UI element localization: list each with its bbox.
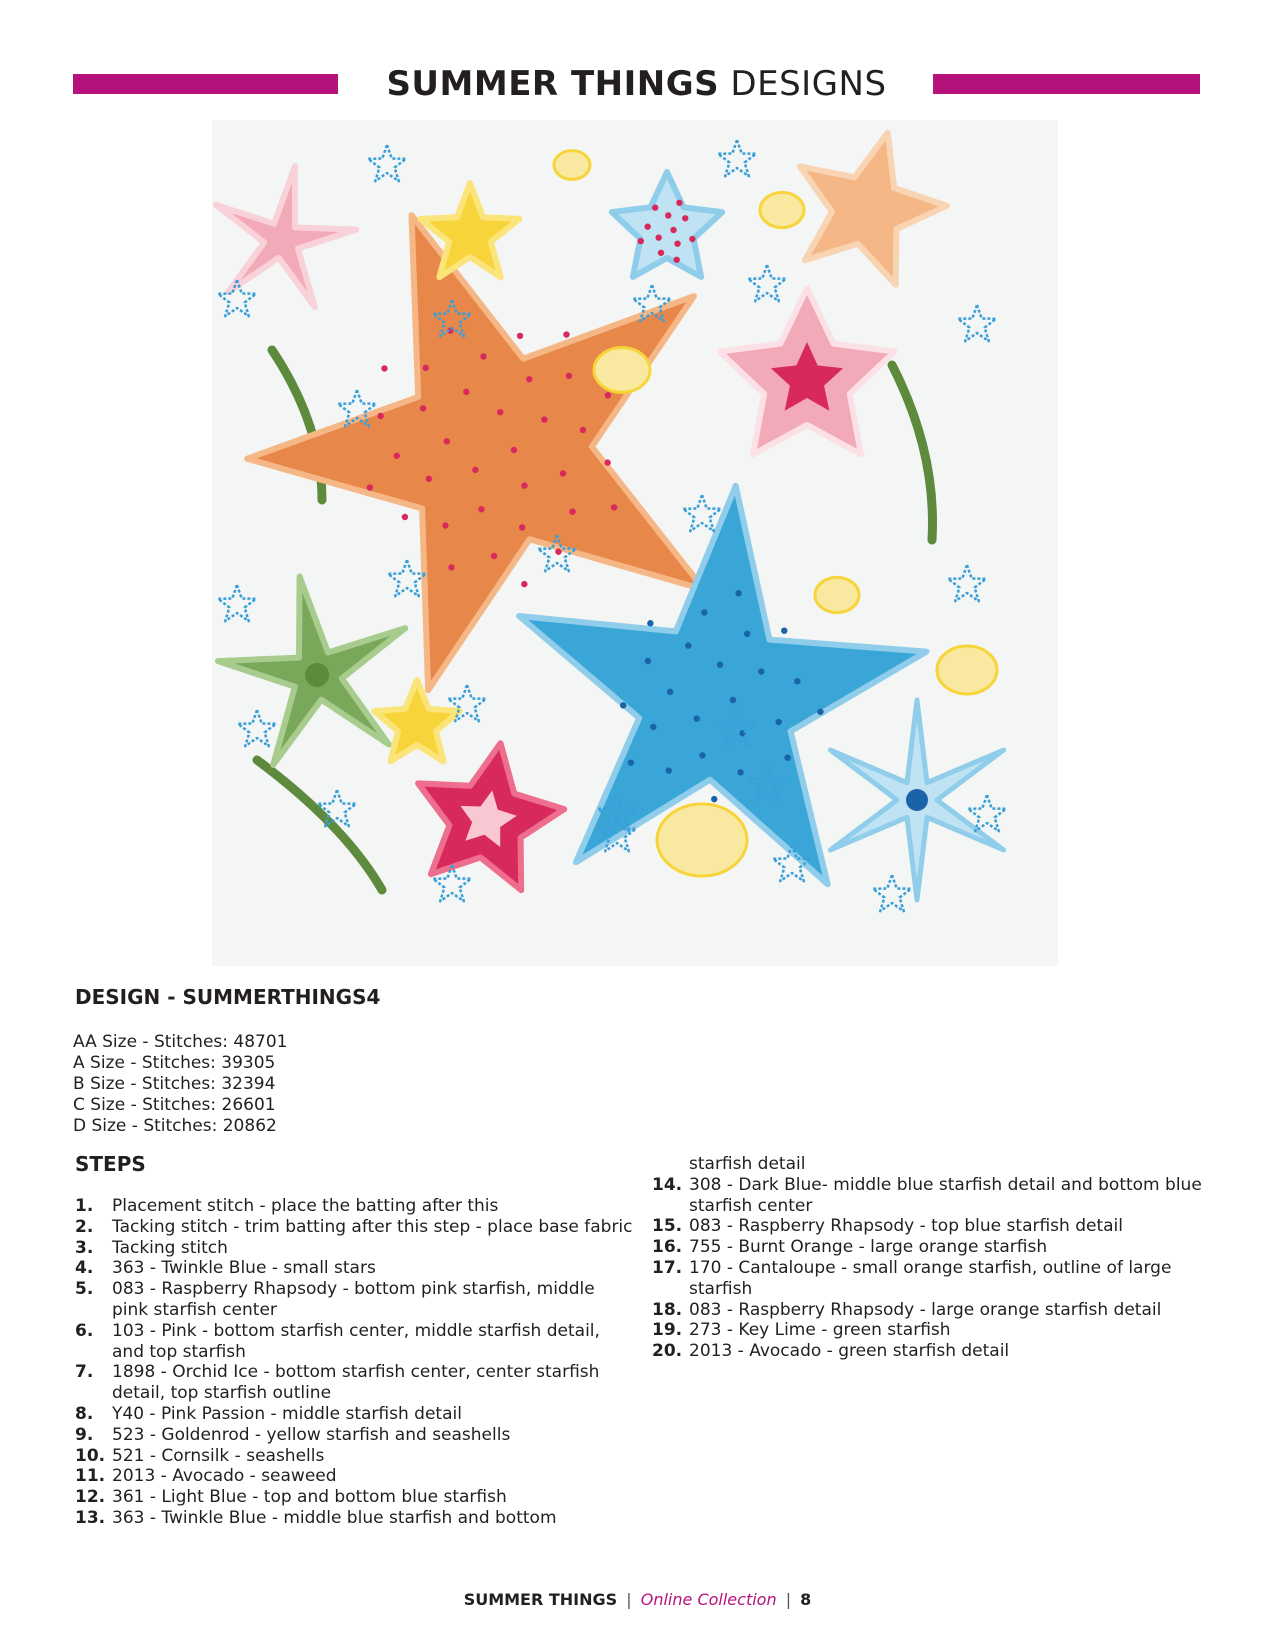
footer-separator: | bbox=[626, 1590, 632, 1609]
page-footer bbox=[0, 1590, 1275, 1609]
step-item bbox=[652, 1216, 1212, 1237]
blue-starfish-center bbox=[906, 789, 928, 811]
steps-heading: STEPS bbox=[75, 1152, 146, 1176]
size-line: B Size - Stitches: 32394 bbox=[73, 1074, 276, 1094]
seashell bbox=[657, 804, 747, 876]
step-text: 2013 - Avocado - green starfish detail bbox=[689, 1341, 1010, 1362]
step-text: 273 - Key Lime - green starfish bbox=[689, 1320, 951, 1341]
starfish-spot bbox=[781, 628, 787, 634]
seashell bbox=[815, 577, 859, 612]
step-item bbox=[652, 1320, 1212, 1341]
size-line: A Size - Stitches: 39305 bbox=[73, 1053, 276, 1073]
outline-star bbox=[238, 710, 276, 746]
starfish-spot bbox=[420, 405, 426, 411]
starfish-spot bbox=[689, 236, 695, 242]
step-number: 4. bbox=[75, 1258, 94, 1279]
step-item bbox=[75, 1279, 635, 1321]
size-line: D Size - Stitches: 20862 bbox=[73, 1116, 277, 1136]
step-text: Tacking stitch - trim batting after this step - place base fabric bbox=[112, 1216, 633, 1237]
step-text: 308 - Dark Blue- middle blue starfish detail and bottom blue starfish center bbox=[689, 1174, 1202, 1216]
step-item bbox=[75, 1362, 635, 1404]
starfish-spot bbox=[647, 620, 653, 626]
starfish-spot bbox=[448, 564, 454, 570]
starfish-spot bbox=[560, 470, 566, 476]
step-number: 15. bbox=[652, 1216, 683, 1237]
seashell bbox=[594, 348, 650, 393]
outline-star bbox=[948, 565, 986, 601]
seaweed-stem bbox=[892, 365, 933, 540]
starfish-spot bbox=[367, 484, 373, 490]
starfish-spot bbox=[394, 453, 400, 459]
step-number: 1. bbox=[75, 1196, 94, 1216]
starfish-spot bbox=[377, 413, 383, 419]
starfish-spot bbox=[817, 709, 823, 715]
step-number: 19. bbox=[652, 1320, 683, 1341]
step-item bbox=[75, 1404, 635, 1425]
starfish-spot bbox=[674, 240, 680, 246]
starfish-spot bbox=[644, 223, 650, 229]
step-item bbox=[652, 1175, 1212, 1217]
green-starfish-center bbox=[305, 663, 329, 687]
header-accent-bar-left bbox=[73, 74, 338, 94]
cantaloupe-starfish bbox=[800, 133, 947, 285]
starfish-spot bbox=[526, 376, 532, 382]
starfish-spot bbox=[563, 331, 569, 337]
starfish-spot bbox=[673, 257, 679, 263]
starfish-spot bbox=[735, 590, 741, 596]
step-item bbox=[75, 1466, 635, 1487]
starfish-spot bbox=[426, 476, 432, 482]
step-text: 1898 - Orchid Ice - bottom starfish center, center starfish detail, top starfish outline bbox=[112, 1362, 600, 1404]
step-text: 103 - Pink - bottom starfish center, middle starfish detail, and top starfish bbox=[112, 1320, 600, 1362]
step-number: 10. bbox=[75, 1445, 106, 1466]
outline-star bbox=[683, 495, 721, 531]
starfish-spot bbox=[517, 333, 523, 339]
step-number: 9. bbox=[75, 1424, 94, 1445]
starfish-spot bbox=[491, 553, 497, 559]
footer-separator: | bbox=[785, 1590, 792, 1609]
footer-brand: SUMMER THINGS bbox=[463, 1590, 618, 1609]
step-item bbox=[652, 1258, 1212, 1300]
step-item bbox=[75, 1425, 635, 1446]
starfish-spot bbox=[511, 447, 517, 453]
size-line: C Size - Stitches: 26601 bbox=[73, 1095, 276, 1115]
step-text: 363 - Twinkle Blue - middle blue starfish and bottom bbox=[112, 1507, 557, 1528]
starfish-spot bbox=[666, 767, 672, 773]
step-text: 2013 - Avocado - seaweed bbox=[112, 1466, 337, 1487]
step-number: 3. bbox=[75, 1237, 94, 1258]
step-item bbox=[75, 1258, 635, 1279]
step-number: 12. bbox=[75, 1487, 106, 1508]
starfish-spot bbox=[670, 227, 676, 233]
outline-star bbox=[718, 140, 756, 176]
step-number: 17. bbox=[652, 1257, 683, 1278]
step-text: 363 - Twinkle Blue - small stars bbox=[112, 1258, 376, 1279]
starfish-spot bbox=[784, 754, 790, 760]
starfish-spot bbox=[381, 365, 387, 371]
step-item bbox=[75, 1217, 635, 1238]
step-text: 083 - Raspberry Rhapsody - large orange starfish detail bbox=[689, 1299, 1162, 1320]
starfish-spot bbox=[699, 752, 705, 758]
steps-column-right bbox=[652, 1154, 1212, 1362]
step-number: 8. bbox=[75, 1403, 94, 1424]
step-text: 755 - Burnt Orange - large orange starfish bbox=[689, 1237, 1048, 1258]
page-number: 8 bbox=[800, 1590, 812, 1609]
step-number: 7. bbox=[75, 1362, 94, 1383]
step-continuation: starfish detail bbox=[689, 1154, 806, 1174]
seashell bbox=[937, 646, 997, 694]
starfish-spot bbox=[480, 353, 486, 359]
step-text: 083 - Raspberry Rhapsody - top blue starfish detail bbox=[689, 1216, 1123, 1237]
step-number: 18. bbox=[652, 1299, 683, 1320]
yellow-starfish bbox=[374, 680, 460, 761]
starfish-spot bbox=[402, 514, 408, 520]
starfish-spot bbox=[758, 668, 764, 674]
step-number: 2. bbox=[75, 1216, 94, 1237]
starfish-spot bbox=[521, 581, 527, 587]
outline-star bbox=[958, 305, 996, 341]
starfish-spot bbox=[605, 392, 611, 398]
starfish-spot bbox=[472, 467, 478, 473]
step-item bbox=[652, 1341, 1212, 1362]
starfish-spot bbox=[744, 631, 750, 637]
starfish-spot bbox=[423, 365, 429, 371]
starfish-spot bbox=[620, 702, 626, 708]
starfish-spot bbox=[442, 522, 448, 528]
design-heading: DESIGN - SUMMERTHINGS4 bbox=[75, 985, 381, 1009]
starfish-spot bbox=[694, 715, 700, 721]
stitch-size-list bbox=[73, 1032, 287, 1137]
starfish-spot bbox=[658, 250, 664, 256]
starfish-spot bbox=[463, 389, 469, 395]
outline-star bbox=[218, 585, 256, 621]
starfish-spot bbox=[519, 524, 525, 530]
starfish-embroidery-illustration bbox=[212, 120, 1058, 966]
starfish-spot bbox=[580, 427, 586, 433]
starfish-spot bbox=[652, 204, 658, 210]
header-accent-bar-right bbox=[933, 74, 1200, 94]
starfish-spot bbox=[478, 506, 484, 512]
starfish-spot bbox=[638, 238, 644, 244]
starfish-spot bbox=[541, 416, 547, 422]
footer-collection: Online Collection bbox=[640, 1590, 777, 1609]
page-title bbox=[340, 64, 933, 104]
step-number: 6. bbox=[75, 1320, 94, 1341]
starfish-spot bbox=[611, 504, 617, 510]
starfish-spot bbox=[775, 719, 781, 725]
step-item bbox=[75, 1238, 635, 1259]
step-text: 361 - Light Blue - top and bottom blue starfish bbox=[112, 1487, 507, 1508]
seashell bbox=[554, 151, 590, 180]
step-text: 170 - Cantaloupe - small orange starfish, outline of large starfish bbox=[689, 1257, 1172, 1299]
starfish-spot bbox=[628, 759, 634, 765]
step-text: 523 - Goldenrod - yellow starfish and seashells bbox=[112, 1424, 511, 1445]
starfish-spot bbox=[497, 409, 503, 415]
outline-star bbox=[388, 560, 426, 596]
starfish-spot bbox=[555, 549, 561, 555]
step-number: 13. bbox=[75, 1507, 106, 1528]
design-embroidery-image bbox=[212, 120, 1058, 966]
outline-star bbox=[748, 265, 786, 301]
step-number: 20. bbox=[652, 1341, 683, 1362]
outline-star bbox=[873, 875, 911, 911]
starfish-spot bbox=[717, 661, 723, 667]
step-item bbox=[75, 1196, 635, 1217]
starfish-spot bbox=[521, 482, 527, 488]
starfish-spot bbox=[665, 212, 671, 218]
seaweed-stem bbox=[257, 760, 382, 890]
step-number: 16. bbox=[652, 1237, 683, 1258]
starfish-spot bbox=[730, 697, 736, 703]
page-title-light: DESIGNS bbox=[730, 64, 887, 104]
step-text: Y40 - Pink Passion - middle starfish detail bbox=[112, 1403, 462, 1424]
starfish-spot bbox=[685, 642, 691, 648]
pink-starfish bbox=[216, 166, 356, 307]
step-number: 5. bbox=[75, 1279, 94, 1300]
starfish-spot bbox=[569, 508, 575, 514]
step-number: 14. bbox=[652, 1174, 683, 1195]
size-line: AA Size - Stitches: 48701 bbox=[73, 1032, 288, 1052]
starfish-spot bbox=[604, 459, 610, 465]
step-number: 11. bbox=[75, 1466, 106, 1487]
starfish-spot bbox=[794, 678, 800, 684]
starfish-spot bbox=[655, 234, 661, 240]
step-item bbox=[75, 1487, 635, 1508]
starfish-spot bbox=[566, 373, 572, 379]
page-title-bold: SUMMER THINGS bbox=[386, 64, 720, 104]
starfish-spot bbox=[682, 215, 688, 221]
step-item bbox=[652, 1300, 1212, 1321]
step-text: 521 - Cornsilk - seashells bbox=[112, 1445, 325, 1466]
starfish-spot bbox=[737, 769, 743, 775]
starfish-spot bbox=[645, 658, 651, 664]
step-text: Tacking stitch bbox=[112, 1237, 228, 1258]
step-item bbox=[75, 1446, 635, 1467]
steps-column-left bbox=[75, 1196, 635, 1529]
starfish-spot bbox=[667, 689, 673, 695]
outline-star bbox=[368, 145, 406, 181]
starfish-spot bbox=[711, 796, 717, 802]
starfish-spot bbox=[444, 438, 450, 444]
starfish-spot bbox=[701, 609, 707, 615]
starfish-spot bbox=[676, 200, 682, 206]
starfish-spot bbox=[650, 724, 656, 730]
seashell bbox=[760, 192, 804, 227]
step-item bbox=[75, 1508, 635, 1529]
step-text: 083 - Raspberry Rhapsody - bottom pink starfish, middle pink starfish center bbox=[112, 1279, 595, 1320]
step-item bbox=[652, 1237, 1212, 1258]
step-text: Placement stitch - place the batting after this bbox=[112, 1196, 499, 1216]
light-blue-starfish bbox=[612, 172, 722, 277]
step-item bbox=[75, 1321, 635, 1363]
